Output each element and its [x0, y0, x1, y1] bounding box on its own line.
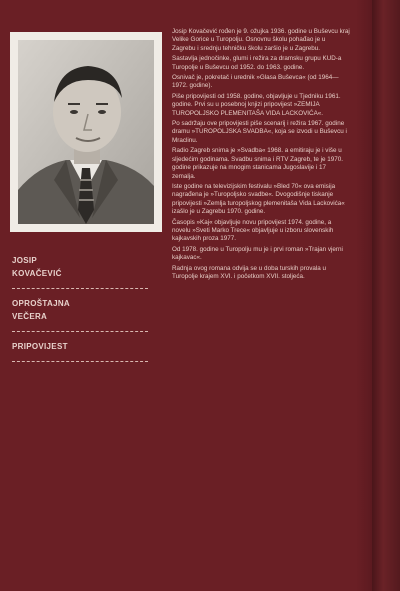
bio-paragraph: Časopis »Kaj« objavljuje novu pripovijest 1974. godine, a novelu »Sveti Marko Trece« objavljuje u izboru slovenskih kajkavskih proza 1977. [172, 218, 334, 243]
author-photo [18, 40, 154, 224]
book-title-line-1: OPROŠTAJNA [12, 299, 70, 308]
cover-edge [356, 0, 372, 591]
divider [12, 361, 148, 362]
bio-paragraph: Iste godine na televizijskim festivalu »Bled 70« ova emisija nagrađena je »Turopoljsko svadbe«. Dvogodišnje tiskanje pripovijesti »Zemlja turopoljskog plemenitaša Vida Lackovića« izašlo je u Zagrebu 1970. godine. [172, 182, 345, 216]
book-title-line-2: VEČERA [12, 312, 48, 321]
bio-paragraph: Osnivač je, pokretač i urednik »Glasa Buševca« (od 1964—1972. godine). [172, 74, 339, 90]
author-portrait-image [18, 40, 154, 224]
author-photo-frame [10, 32, 162, 232]
bio-paragraph: Od 1978. godine u Turopolju mu je i prvi roman »Trajan vjerni kajkavac«. [172, 245, 343, 262]
bio-paragraph: Radio Zagreb snima je »Svadba« 1968. a emitiraju je i više u sljedećim godinama. Svadbu snima i RTV Zagreb, te je 1970. godine prikazuje na mnogim stanicama Jugoslavije i 17 zemalja. [172, 147, 344, 180]
divider [12, 288, 148, 289]
book-genre: PRIPOVIJEST [12, 342, 68, 351]
author-biography [172, 28, 350, 283]
title-block [12, 250, 152, 372]
bio-paragraph: Sastavlja jednočinke, glumi i režira za dramsku grupu KUD-a Turopolje u Buševcu od 1952. do 1963. godine. [172, 55, 342, 71]
bio-paragraph: Piše pripovijesti od 1958. godine, objavljuje u Tjedniku 1961. godine. Prvi su u posebnoj knjizi pripovijest »ZEMIJA TUROPOLJSKO PLEMENITAŠA VIDA LACKOVIĆA«. [172, 92, 341, 117]
author-last-name: KOVAČEVIĆ [12, 269, 62, 278]
bio-paragraph: Josip Kovačević rođen je 9. ožujka 1936. godine u Buševcu kraj Velike Gorice u Turopolju. Osnovnu školu pohađao je u Zagrebu i srednju tehničku školu zaršio je u Zagrebu. [172, 28, 350, 52]
divider [12, 331, 148, 332]
author-first-name: JOSIP [12, 256, 38, 265]
book-spine [372, 0, 400, 591]
bio-paragraph: Radnja ovog romana odvija se u doba turskih provala u Turopolje krajem XVI. i početkom XVII. stoljeća. [172, 264, 327, 280]
bio-paragraph: Po sadržaju ove pripovijesti piše scenarij i režira 1967. godine dramu »TUROPOLJSKA SVADBA«, koja se izvodi u Buševcu i Mraclinu. [172, 120, 347, 144]
